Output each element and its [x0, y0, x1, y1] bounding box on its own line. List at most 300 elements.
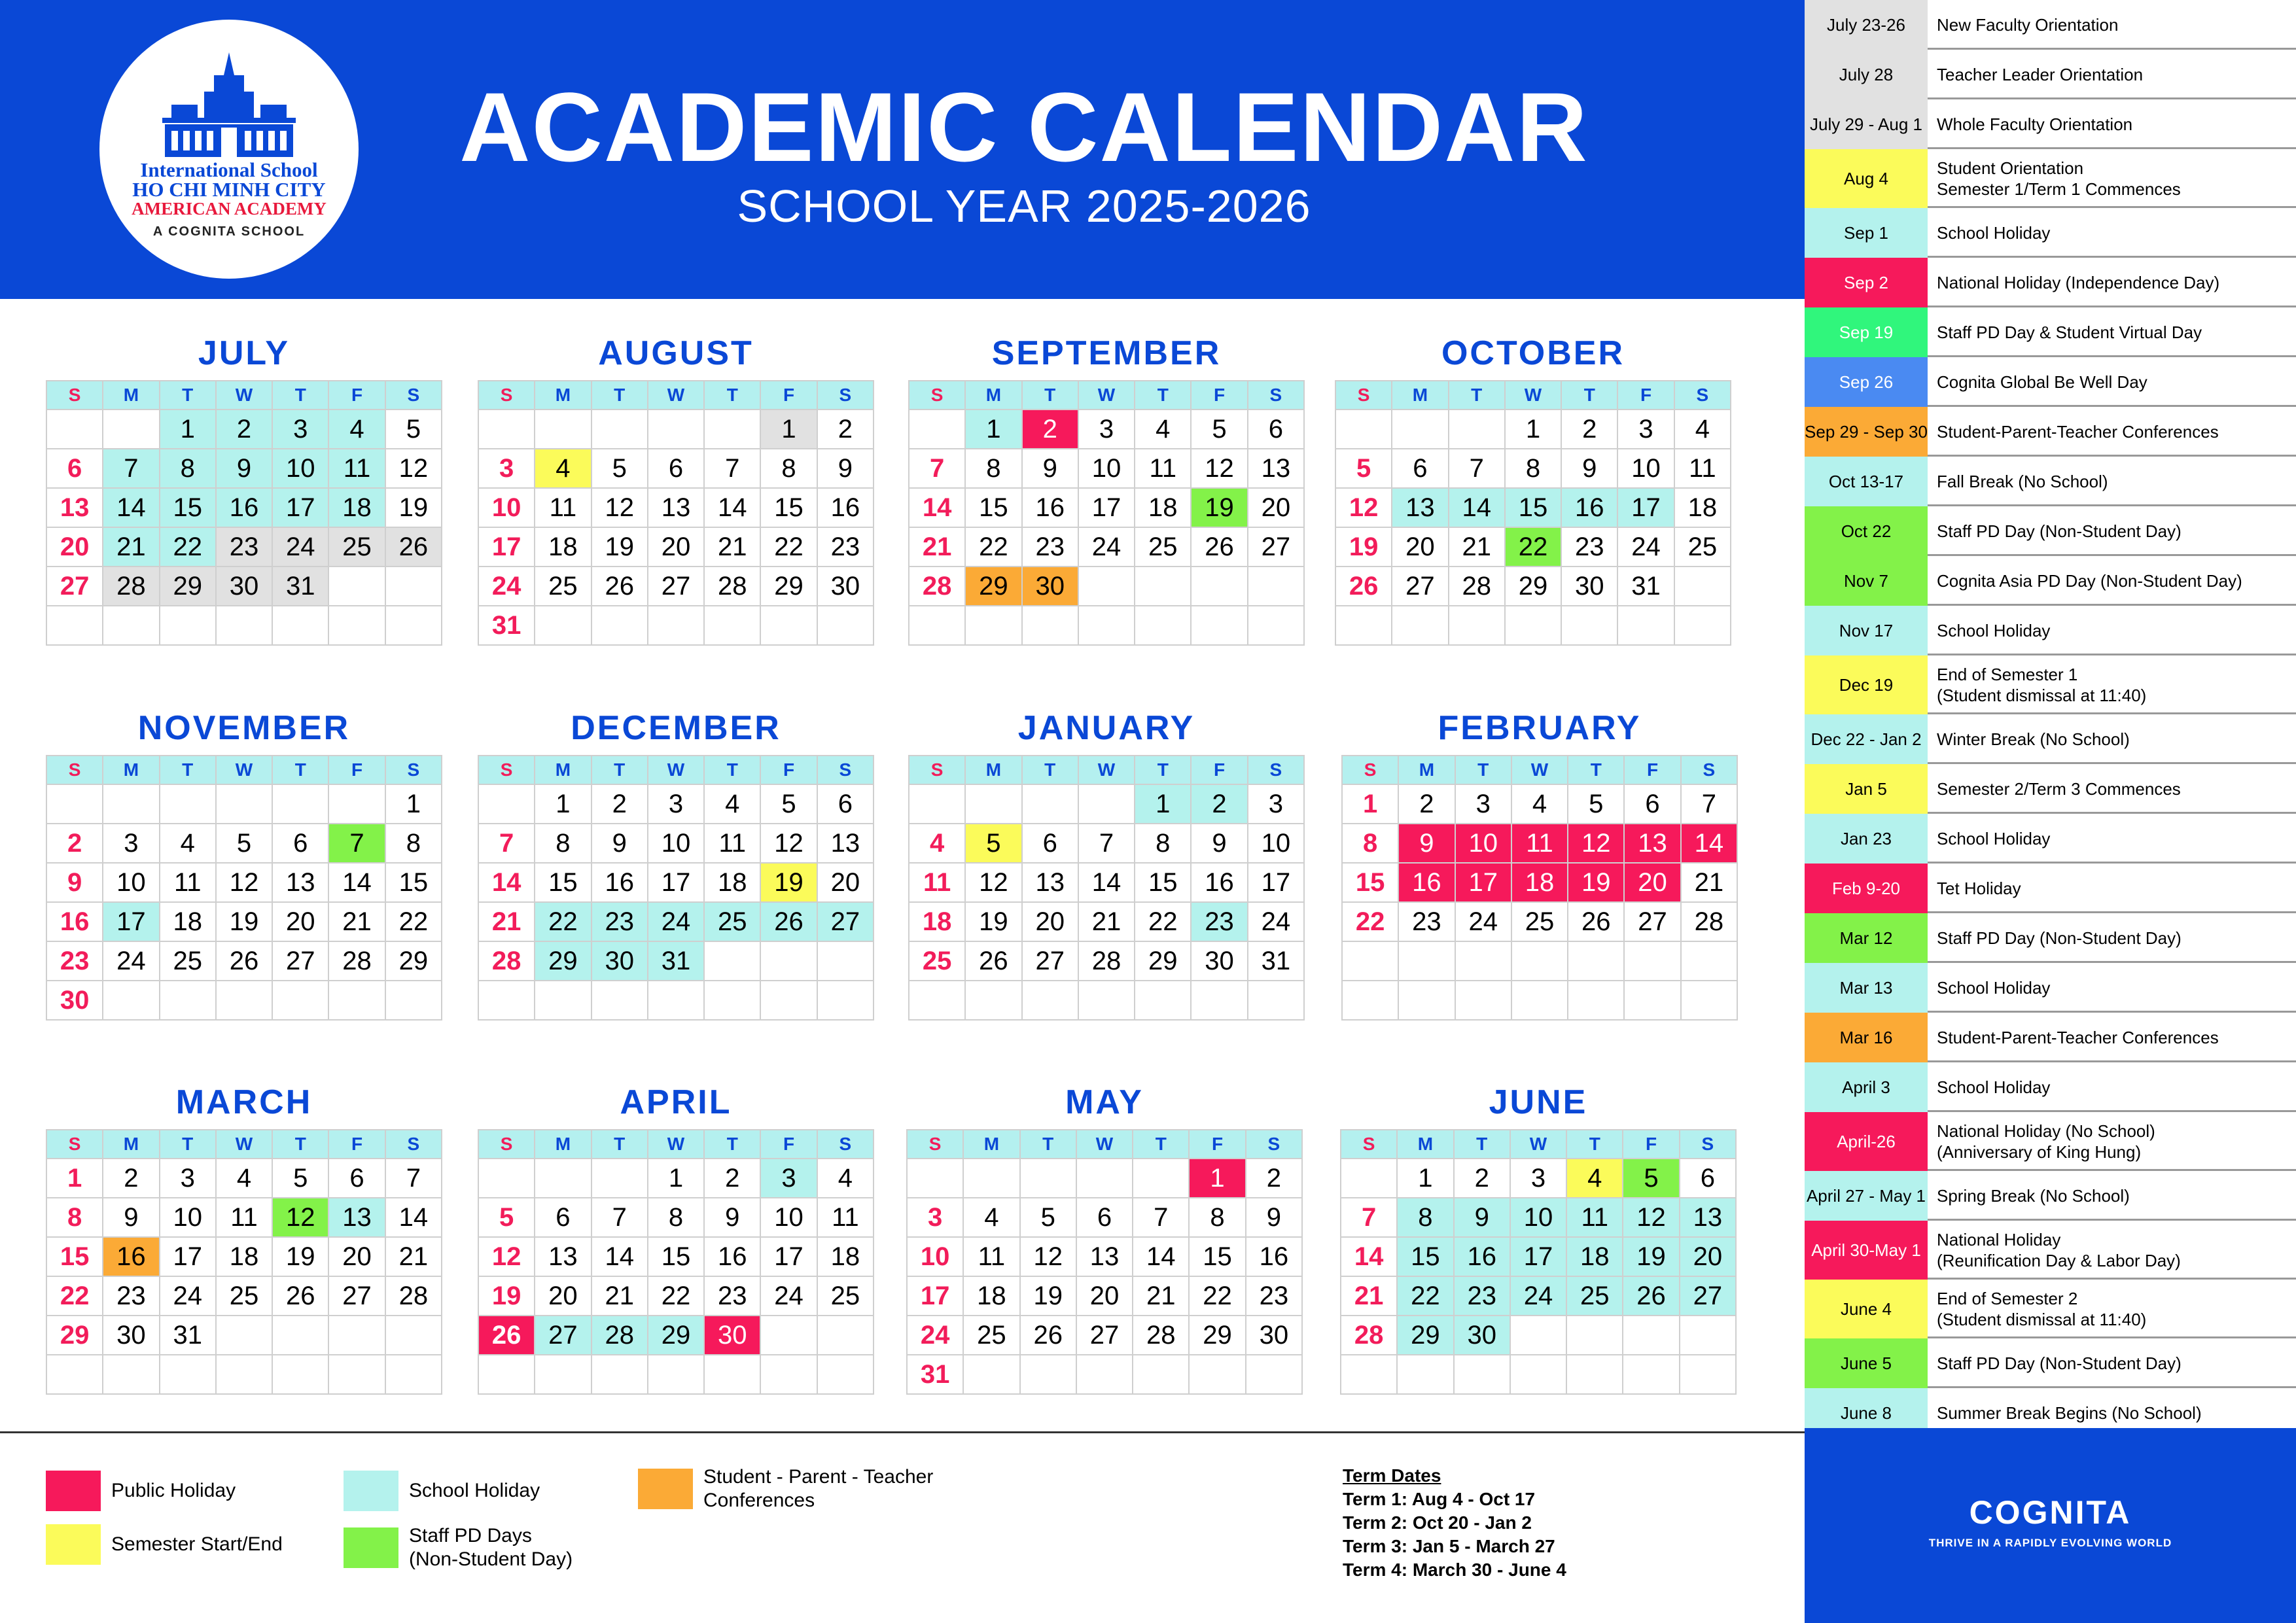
day-cell: 15: [535, 863, 591, 902]
week-row: [909, 941, 1304, 981]
weekday-header: S: [1681, 756, 1737, 784]
weekday-header: T: [160, 756, 216, 784]
day-cell: 18: [963, 1276, 1019, 1316]
weekday-header: T: [1455, 756, 1511, 784]
empty-cell: [1022, 606, 1078, 645]
empty-cell: [1455, 941, 1511, 981]
day-cell: 29: [1397, 1316, 1453, 1355]
event-date: Jan 5: [1805, 764, 1928, 814]
day-cell: 12: [385, 449, 442, 488]
weekday-header: W: [216, 1130, 272, 1159]
month-name: SEPTEMBER: [991, 334, 1222, 372]
week-row: [907, 1237, 1302, 1276]
term-dates: [1343, 1464, 1566, 1582]
week-row: [478, 410, 874, 449]
event-date: Sep 26: [1805, 357, 1928, 407]
week-row: [907, 1316, 1302, 1355]
day-cell: 4: [535, 449, 591, 488]
month-name: JULY: [198, 334, 291, 372]
day-cell: 16: [1246, 1237, 1302, 1276]
weekday-header: F: [328, 1130, 385, 1159]
day-cell: 1: [1189, 1159, 1245, 1198]
week-row: [909, 863, 1304, 902]
empty-cell: [817, 981, 874, 1020]
day-cell: 29: [1189, 1316, 1245, 1355]
day-cell: 4: [328, 410, 385, 449]
day-cell: 6: [817, 784, 874, 824]
event-row: [1805, 1171, 2296, 1221]
day-cell: 7: [1078, 824, 1135, 863]
day-cell: 4: [817, 1159, 874, 1198]
term-item: Term 3: Jan 5 - March 27: [1343, 1536, 1555, 1556]
day-cell: 29: [1135, 941, 1191, 981]
day-cell: 24: [160, 1276, 216, 1316]
empty-cell: [760, 1316, 817, 1355]
week-row: [46, 1198, 442, 1237]
legend-label: Student - Parent - Teacher Conferences: [703, 1466, 934, 1511]
week-row: [1341, 1316, 1736, 1355]
day-cell: 3: [1510, 1159, 1566, 1198]
day-cell: 10: [1510, 1198, 1566, 1237]
empty-cell: [1674, 567, 1731, 606]
weekday-header: T: [704, 381, 760, 410]
legend-swatch: [46, 1524, 101, 1565]
day-cell: 21: [385, 1237, 442, 1276]
legend-item: [344, 1524, 573, 1571]
week-row: [478, 1159, 874, 1198]
empty-cell: [1342, 941, 1398, 981]
day-cell: 2: [1454, 1159, 1510, 1198]
day-cell: 18: [909, 902, 965, 941]
legend-item: [344, 1471, 540, 1511]
day-cell: 14: [385, 1198, 442, 1237]
week-row: [478, 1316, 874, 1355]
weekday-header: S: [385, 381, 442, 410]
term-item: Term 4: March 30 - June 4: [1343, 1560, 1566, 1580]
day-cell: 25: [535, 567, 591, 606]
month-june: [1340, 1079, 1737, 1395]
event-description: Cognita Global Be Well Day: [1937, 372, 2147, 392]
day-cell: 11: [328, 449, 385, 488]
day-cell: 23: [46, 941, 103, 981]
day-cell: 18: [216, 1237, 272, 1276]
day-cell: 6: [1624, 784, 1680, 824]
day-cell: 26: [1191, 527, 1247, 567]
week-row: [909, 567, 1304, 606]
event-description: National Holiday (No School) (Anniversary of King Hung): [1937, 1121, 2155, 1162]
day-cell: 1: [1342, 784, 1398, 824]
event-row: [1805, 814, 2296, 864]
week-row: [46, 1237, 442, 1276]
empty-cell: [1617, 606, 1674, 645]
week-row: [1342, 784, 1737, 824]
day-cell: 5: [1335, 449, 1392, 488]
day-cell: 21: [1449, 527, 1505, 567]
day-cell: 15: [760, 488, 817, 527]
empty-cell: [1022, 784, 1078, 824]
week-row: [46, 784, 442, 824]
weekday-header: T: [1135, 756, 1191, 784]
day-cell: 17: [1510, 1237, 1566, 1276]
week-row: [478, 863, 874, 902]
weekday-header: W: [216, 756, 272, 784]
event-date: Sep 19: [1805, 307, 1928, 357]
week-row: [1341, 1276, 1736, 1316]
day-cell: 27: [46, 567, 103, 606]
day-cell: 31: [1617, 567, 1674, 606]
empty-cell: [1341, 1355, 1397, 1394]
day-cell: 13: [1076, 1237, 1133, 1276]
weekday-header: T: [1561, 381, 1617, 410]
day-cell: 19: [965, 902, 1021, 941]
day-cell: 11: [1511, 824, 1568, 863]
day-cell: 19: [1623, 1237, 1679, 1276]
empty-cell: [385, 1316, 442, 1355]
event-row: [1805, 764, 2296, 814]
day-cell: 28: [909, 567, 965, 606]
day-cell: 24: [1510, 1276, 1566, 1316]
term-item: Term 1: Aug 4 - Oct 17: [1343, 1489, 1536, 1509]
day-cell: 28: [1078, 941, 1135, 981]
event-date: Mar 12: [1805, 913, 1928, 963]
weekday-header: F: [760, 756, 817, 784]
day-cell: 30: [216, 567, 272, 606]
week-row: [478, 449, 874, 488]
header-banner: [0, 0, 1805, 299]
week-row: [46, 1159, 442, 1198]
day-cell: 28: [328, 941, 385, 981]
empty-cell: [478, 784, 535, 824]
day-cell: 5: [478, 1198, 535, 1237]
weekday-header-row: [478, 381, 874, 410]
weekday-header-row: [907, 1130, 1302, 1159]
day-cell: 8: [160, 449, 216, 488]
day-cell: 21: [1681, 863, 1737, 902]
empty-cell: [1133, 1355, 1189, 1394]
day-cell: 29: [648, 1316, 704, 1355]
cognita-brand: COGNITA: [1969, 1494, 2132, 1531]
day-cell: 24: [1455, 902, 1511, 941]
day-cell: 15: [1189, 1237, 1245, 1276]
day-cell: 23: [103, 1276, 159, 1316]
day-cell: 30: [46, 981, 103, 1020]
weekday-header: S: [1680, 1130, 1736, 1159]
event-date: Mar 16: [1805, 1013, 1928, 1062]
day-cell: 26: [1623, 1276, 1679, 1316]
day-cell: 24: [103, 941, 159, 981]
day-cell: 28: [385, 1276, 442, 1316]
event-row: [1805, 357, 2296, 407]
day-cell: 11: [160, 863, 216, 902]
day-cell: 8: [965, 449, 1021, 488]
week-row: [1335, 410, 1731, 449]
event-description: Fall Break (No School): [1937, 472, 2108, 491]
day-cell: 17: [478, 527, 535, 567]
day-cell: 14: [1133, 1237, 1189, 1276]
day-cell: 10: [160, 1198, 216, 1237]
day-cell: 17: [1617, 488, 1674, 527]
day-cell: 2: [592, 784, 648, 824]
week-row: [909, 824, 1304, 863]
day-cell: 12: [216, 863, 272, 902]
weekday-header: T: [592, 756, 648, 784]
event-date: Dec 22 - Jan 2: [1805, 714, 1928, 764]
day-cell: 3: [1617, 410, 1674, 449]
weekday-header: S: [385, 756, 442, 784]
weekday-header: M: [1398, 756, 1455, 784]
day-cell: 11: [963, 1237, 1019, 1276]
day-cell: 9: [704, 1198, 760, 1237]
week-row: [46, 527, 442, 567]
empty-cell: [1342, 981, 1398, 1020]
empty-cell: [216, 1355, 272, 1394]
day-cell: 27: [1076, 1316, 1133, 1355]
month-grid: [1340, 1129, 1737, 1395]
empty-cell: [1076, 1355, 1133, 1394]
term-dates-title: Term Dates: [1343, 1465, 1441, 1486]
day-cell: 26: [760, 902, 817, 941]
day-cell: 10: [907, 1237, 963, 1276]
event-row: [1805, 506, 2296, 556]
day-cell: 2: [103, 1159, 159, 1198]
weekday-header: S: [478, 381, 535, 410]
event-description: Staff PD Day (Non-Student Day): [1937, 1353, 2181, 1373]
day-cell: 6: [1680, 1159, 1736, 1198]
empty-cell: [648, 981, 704, 1020]
weekday-header: M: [103, 1130, 159, 1159]
day-cell: 18: [1511, 863, 1568, 902]
empty-cell: [1392, 606, 1448, 645]
day-cell: 13: [1392, 488, 1448, 527]
day-cell: 23: [1191, 902, 1247, 941]
day-cell: 19: [1020, 1276, 1076, 1316]
day-cell: 12: [1335, 488, 1392, 527]
event-date: April 30-May 1: [1805, 1221, 1928, 1280]
empty-cell: [1392, 410, 1448, 449]
day-cell: 4: [1135, 410, 1191, 449]
logo-line-2: HO CHI MINH CITY: [132, 178, 326, 201]
day-cell: 22: [160, 527, 216, 567]
empty-cell: [328, 1355, 385, 1394]
day-cell: 17: [103, 902, 159, 941]
day-cell: 18: [1566, 1237, 1623, 1276]
weekday-header: T: [1022, 756, 1078, 784]
day-cell: 27: [1022, 941, 1078, 981]
day-cell: 27: [535, 1316, 591, 1355]
weekday-header: M: [963, 1130, 1019, 1159]
day-cell: 21: [592, 1276, 648, 1316]
event-date: April 27 - May 1: [1805, 1171, 1928, 1221]
empty-cell: [328, 567, 385, 606]
day-cell: 24: [1248, 902, 1304, 941]
weekday-header: T: [160, 381, 216, 410]
day-cell: 28: [1341, 1316, 1397, 1355]
day-cell: 3: [103, 824, 159, 863]
day-cell: 9: [1454, 1198, 1510, 1237]
day-cell: 6: [272, 824, 328, 863]
weekday-header: T: [704, 756, 760, 784]
weekday-header: S: [1248, 756, 1304, 784]
day-cell: 5: [592, 449, 648, 488]
event-row: [1805, 1013, 2296, 1062]
empty-cell: [46, 606, 103, 645]
event-row: [1805, 1338, 2296, 1388]
empty-cell: [1624, 941, 1680, 981]
day-cell: 1: [648, 1159, 704, 1198]
day-cell: 6: [1076, 1198, 1133, 1237]
day-cell: 20: [272, 902, 328, 941]
event-date: June 5: [1805, 1338, 1928, 1388]
day-cell: 20: [1248, 488, 1304, 527]
day-cell: 5: [965, 824, 1021, 863]
day-cell: 7: [909, 449, 965, 488]
day-cell: 17: [760, 1237, 817, 1276]
day-cell: 12: [272, 1198, 328, 1237]
day-cell: 10: [272, 449, 328, 488]
empty-cell: [817, 941, 874, 981]
day-cell: 1: [385, 784, 442, 824]
week-row: [46, 410, 442, 449]
day-cell: 3: [272, 410, 328, 449]
event-row: [1805, 913, 2296, 963]
day-cell: 8: [760, 449, 817, 488]
day-cell: 7: [1341, 1198, 1397, 1237]
day-cell: 31: [478, 606, 535, 645]
week-row: [46, 449, 442, 488]
day-cell: 20: [817, 863, 874, 902]
event-date: Nov 7: [1805, 556, 1928, 606]
day-cell: 11: [704, 824, 760, 863]
event-date: Sep 2: [1805, 258, 1928, 307]
day-cell: 13: [1248, 449, 1304, 488]
week-row: [46, 981, 442, 1020]
cognita-tagline: THRIVE IN A RAPIDLY EVOLVING WORLD: [1928, 1537, 2172, 1549]
week-row: [1335, 606, 1731, 645]
day-cell: 14: [1078, 863, 1135, 902]
day-cell: 8: [1135, 824, 1191, 863]
day-cell: 15: [1397, 1237, 1453, 1276]
day-cell: 14: [478, 863, 535, 902]
day-cell: 10: [1455, 824, 1511, 863]
month-name: DECEMBER: [571, 709, 781, 747]
day-cell: 2: [817, 410, 874, 449]
empty-cell: [1335, 606, 1392, 645]
weekday-header-row: [46, 381, 442, 410]
day-cell: 1: [160, 410, 216, 449]
weekday-header: T: [1135, 381, 1191, 410]
week-row: [909, 410, 1304, 449]
month-grid: [46, 380, 442, 646]
day-cell: 16: [1398, 863, 1455, 902]
day-cell: 17: [272, 488, 328, 527]
day-cell: 4: [1674, 410, 1731, 449]
day-cell: 20: [1022, 902, 1078, 941]
day-cell: 6: [328, 1159, 385, 1198]
day-cell: 30: [103, 1316, 159, 1355]
day-cell: 22: [385, 902, 442, 941]
day-cell: 13: [328, 1198, 385, 1237]
empty-cell: [1398, 941, 1455, 981]
empty-cell: [1135, 981, 1191, 1020]
day-cell: 30: [1191, 941, 1247, 981]
event-row: [1805, 963, 2296, 1013]
event-date: Oct 13-17: [1805, 457, 1928, 506]
weekday-header-row: [1341, 1130, 1736, 1159]
month-july: [46, 330, 442, 646]
week-row: [46, 1276, 442, 1316]
day-cell: 5: [385, 410, 442, 449]
day-cell: 4: [1511, 784, 1568, 824]
empty-cell: [1566, 1316, 1623, 1355]
day-cell: 25: [1135, 527, 1191, 567]
weekday-header: T: [1566, 1130, 1623, 1159]
weekday-header: M: [535, 1130, 591, 1159]
day-cell: 16: [704, 1237, 760, 1276]
weekday-header: S: [385, 1130, 442, 1159]
weekday-header: T: [1020, 1130, 1076, 1159]
day-cell: 22: [1505, 527, 1561, 567]
day-cell: 17: [1455, 863, 1511, 902]
day-cell: 30: [1246, 1316, 1302, 1355]
day-cell: 8: [46, 1198, 103, 1237]
empty-cell: [160, 981, 216, 1020]
weekday-header-row: [909, 756, 1304, 784]
legend-swatch: [344, 1527, 398, 1568]
weekday-header: S: [909, 381, 965, 410]
day-cell: 22: [1189, 1276, 1245, 1316]
day-cell: 11: [817, 1198, 874, 1237]
event-date: April 3: [1805, 1062, 1928, 1112]
empty-cell: [704, 981, 760, 1020]
day-cell: 12: [1020, 1237, 1076, 1276]
day-cell: 22: [760, 527, 817, 567]
weekday-header: S: [1246, 1130, 1302, 1159]
weekday-header-row: [1335, 381, 1731, 410]
empty-cell: [1455, 981, 1511, 1020]
day-cell: 20: [1392, 527, 1448, 567]
day-cell: 5: [1568, 784, 1624, 824]
event-row: [1805, 556, 2296, 606]
day-cell: 22: [965, 527, 1021, 567]
day-cell: 31: [1248, 941, 1304, 981]
empty-cell: [216, 981, 272, 1020]
empty-cell: [1568, 941, 1624, 981]
week-row: [478, 902, 874, 941]
event-date: June 8: [1805, 1388, 1928, 1438]
day-cell: 21: [478, 902, 535, 941]
day-cell: 22: [1397, 1276, 1453, 1316]
month-name: AUGUST: [598, 334, 754, 372]
day-cell: 13: [1624, 824, 1680, 863]
day-cell: 24: [1078, 527, 1135, 567]
empty-cell: [1568, 981, 1624, 1020]
day-cell: 9: [1561, 449, 1617, 488]
day-cell: 12: [1623, 1198, 1679, 1237]
day-cell: 23: [592, 902, 648, 941]
weekday-header: M: [965, 381, 1021, 410]
day-cell: 15: [648, 1237, 704, 1276]
event-row: [1805, 50, 2296, 99]
empty-cell: [1335, 410, 1392, 449]
day-cell: 20: [535, 1276, 591, 1316]
day-cell: 8: [535, 824, 591, 863]
day-cell: 14: [1449, 488, 1505, 527]
day-cell: 16: [46, 902, 103, 941]
day-cell: 9: [46, 863, 103, 902]
weekday-header: S: [817, 1130, 874, 1159]
day-cell: 31: [272, 567, 328, 606]
day-cell: 14: [704, 488, 760, 527]
